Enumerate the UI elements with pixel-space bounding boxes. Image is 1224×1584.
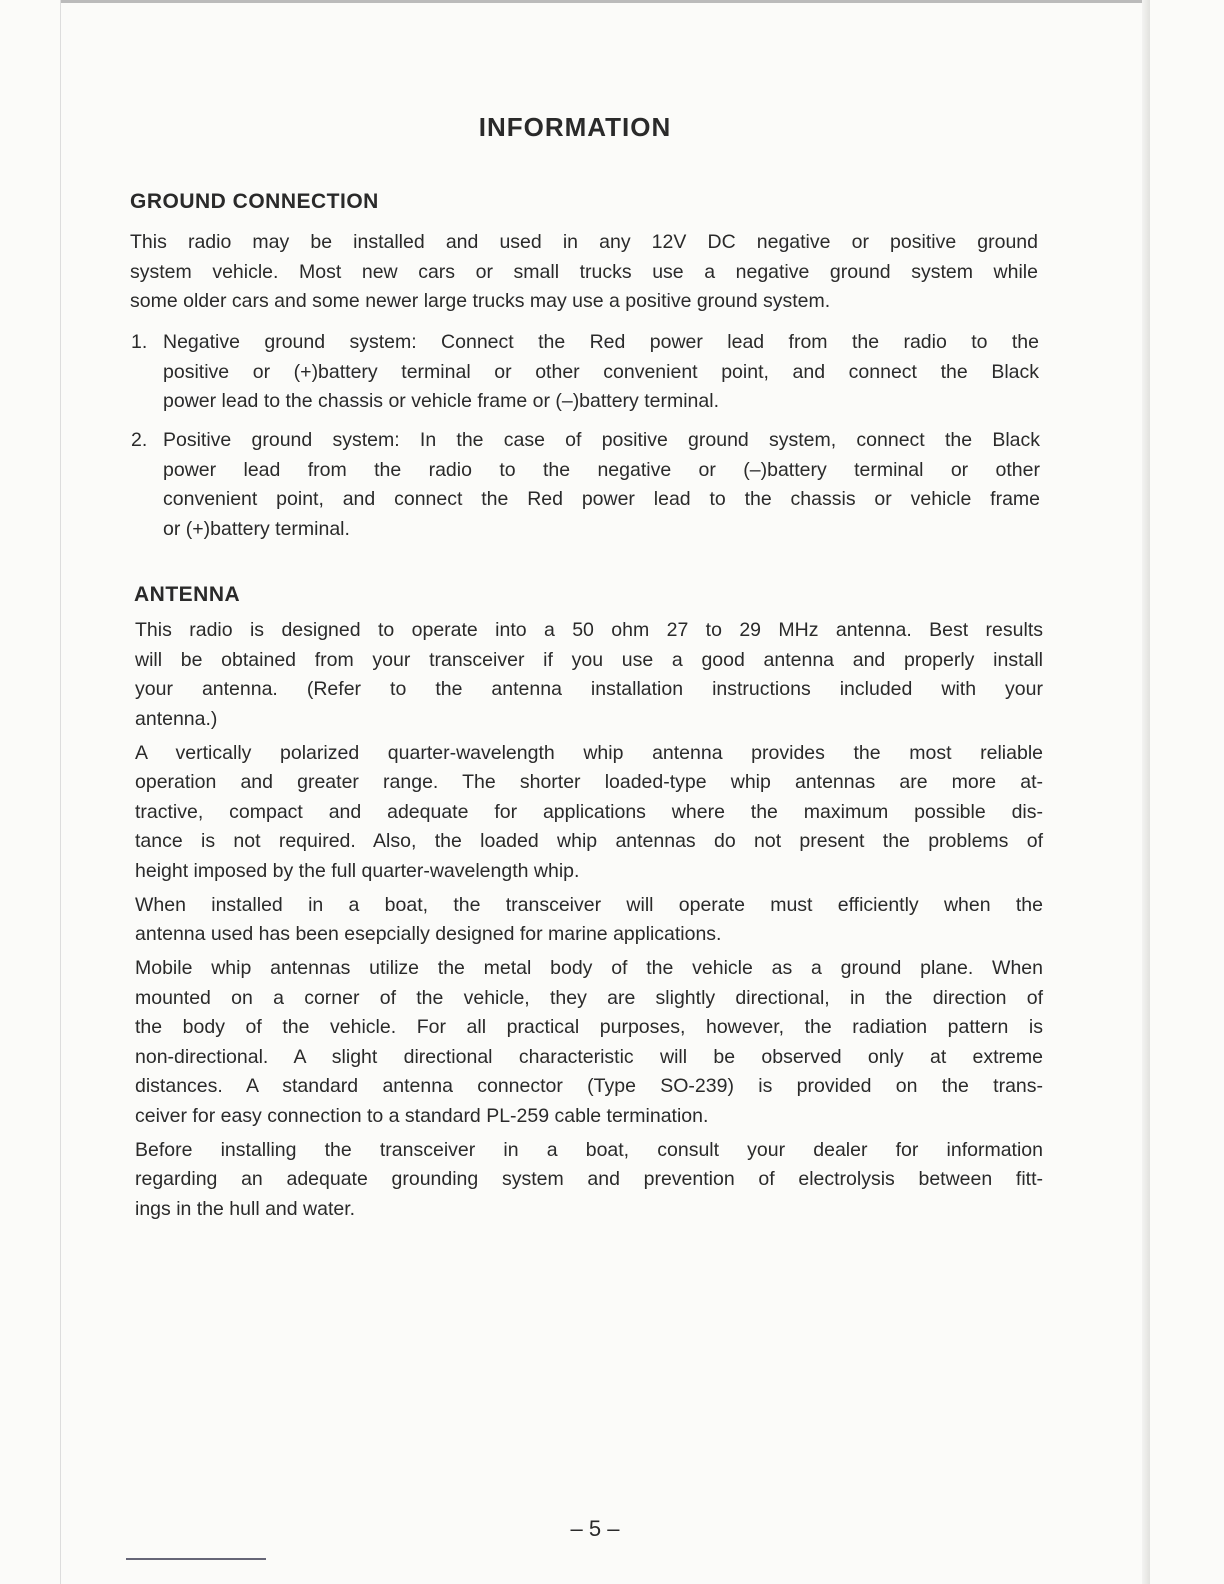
text-line: convenient point, and connect the Red power lead to the chassis or vehicle frame bbox=[163, 488, 1040, 510]
footer-rule bbox=[126, 1558, 266, 1560]
text-line: Negative ground system: Connect the Red power lead from the radio to the bbox=[163, 331, 1039, 353]
text-line: When installed in a boat, the transceiver will operate must efficiently when the bbox=[135, 893, 1043, 916]
text-line: your antenna. (Refer to the antenna installation instructions included with your bbox=[135, 678, 1043, 700]
item-number: 2. bbox=[131, 429, 148, 451]
text-line: tance is not required. Also, the loaded whip antennas do not present the problems of bbox=[135, 830, 1043, 852]
text-line: power lead from the radio to the negative or (–)battery terminal or other bbox=[163, 458, 1040, 481]
antenna-body bbox=[135, 616, 1043, 1224]
text-line: or (+)battery terminal. bbox=[163, 517, 350, 540]
scan-edge-right bbox=[1142, 0, 1150, 1584]
paragraph bbox=[135, 739, 1043, 887]
text-line: This radio is designed to operate into a 50 ohm 27 to 29 MHz antenna. Best results bbox=[135, 619, 1043, 641]
text-line: power lead to the chassis or vehicle frame or (–)battery terminal. bbox=[163, 390, 719, 412]
text-line: will be obtained from your transceiver if you use a good antenna and properly install bbox=[135, 648, 1043, 671]
text-line: A vertically polarized quarter-wavelength whip antenna provides the most reliable bbox=[135, 741, 1043, 764]
scan-edge-left bbox=[60, 0, 61, 1584]
paragraph bbox=[135, 616, 1043, 734]
text-line: some older cars and some newer large trucks may use a positive ground system. bbox=[130, 290, 831, 312]
text-line: the body of the vehicle. For all practical purposes, however, the radiation pattern is bbox=[135, 1016, 1043, 1038]
paragraph bbox=[135, 1136, 1043, 1225]
text-line: Mobile whip antennas utilize the metal body of the vehicle as a ground plane. When bbox=[135, 957, 1043, 979]
paragraph bbox=[135, 891, 1043, 950]
ground-item-negative bbox=[163, 328, 1039, 417]
text-line: mounted on a corner of the vehicle, they are slightly directional, in the direction of bbox=[135, 986, 1043, 1009]
text-line: ceiver for easy connection to a standard PL-259 cable termination. bbox=[135, 1104, 709, 1127]
scan-edge-top bbox=[60, 0, 1150, 3]
section-heading-ground-connection: GROUND CONNECTION bbox=[130, 190, 379, 213]
paragraph bbox=[135, 954, 1043, 1131]
page-number: – 5 – bbox=[570, 1516, 620, 1541]
text-line: operation and greater range. The shorter loaded-type whip antennas are more at- bbox=[135, 771, 1043, 793]
page-title: INFORMATION bbox=[478, 112, 672, 142]
text-line: distances. A standard antenna connector (Type SO-239) is provided on the trans- bbox=[135, 1075, 1043, 1097]
ground-intro-paragraph bbox=[130, 228, 1038, 317]
text-line: Positive ground system: In the case of positive ground system, connect the Black bbox=[163, 429, 1040, 451]
text-line: ings in the hull and water. bbox=[135, 1197, 356, 1220]
text-line: positive or (+)battery terminal or other convenient point, and connect the Black bbox=[163, 360, 1039, 383]
section-heading-antenna: ANTENNA bbox=[134, 583, 241, 606]
text-line: regarding an adequate grounding system and prevention of electrolysis between fitt- bbox=[135, 1168, 1043, 1190]
item-number: 1. bbox=[131, 331, 148, 353]
text-line: Before installing the transceiver in a boat, consult your dealer for information bbox=[135, 1138, 1043, 1161]
text-line: This radio may be installed and used in any 12V DC negative or positive ground bbox=[130, 231, 1038, 253]
text-line: antenna.) bbox=[135, 707, 218, 730]
ground-item-positive bbox=[163, 426, 1040, 544]
text-line: system vehicle. Most new cars or small trucks use a negative ground system while bbox=[130, 260, 1038, 283]
text-line: height imposed by the full quarter-wavelength whip. bbox=[135, 859, 580, 882]
text-line: antenna used has been esepcially designed for marine applications. bbox=[135, 923, 722, 945]
text-line: tractive, compact and adequate for applications where the maximum possible dis- bbox=[135, 800, 1043, 823]
text-line: non-directional. A slight directional characteristic will be observed only at extreme bbox=[135, 1045, 1043, 1068]
